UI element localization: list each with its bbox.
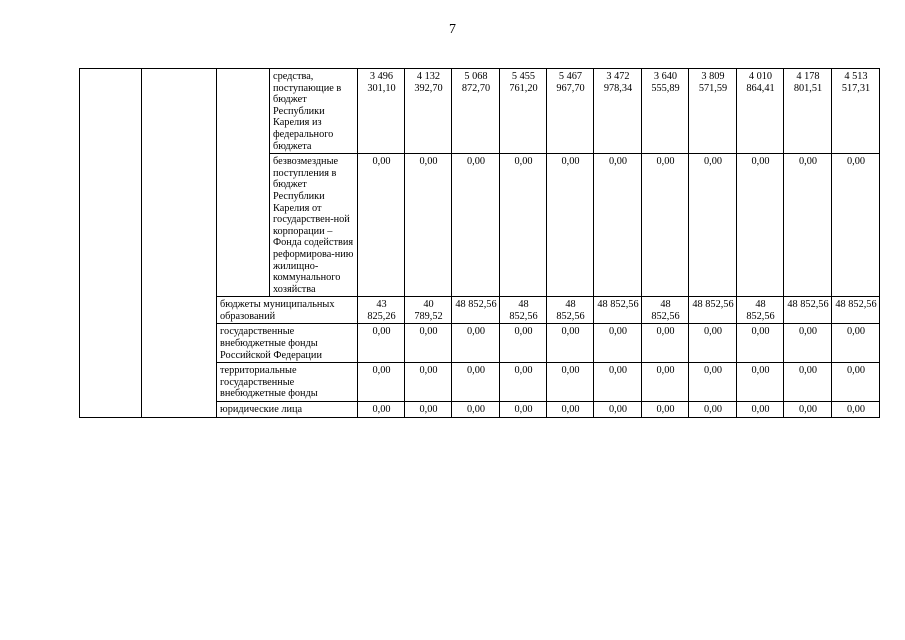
value-cell: 0,00 (689, 363, 737, 402)
table-row (80, 69, 880, 154)
value-cell: 0,00 (737, 363, 784, 402)
value-cell: 0,00 (405, 324, 452, 363)
value-cell: 48 852,56 (642, 297, 689, 324)
value-cell: 0,00 (689, 154, 737, 297)
value-cell: 0,00 (832, 324, 880, 363)
value-cell: 0,00 (452, 402, 500, 418)
merged-empty-cell (142, 69, 217, 418)
value-cell: 0,00 (737, 154, 784, 297)
value-cell: 48 852,56 (689, 297, 737, 324)
value-cell: 0,00 (405, 363, 452, 402)
value-cell: 0,00 (642, 324, 689, 363)
value-cell: 48 852,56 (784, 297, 832, 324)
value-cell: 0,00 (452, 154, 500, 297)
value-cell: 0,00 (500, 402, 547, 418)
value-cell: 0,00 (594, 324, 642, 363)
budget-funding-table (79, 68, 880, 418)
value-cell: 0,00 (547, 154, 594, 297)
value-cell: 0,00 (405, 154, 452, 297)
value-cell: 0,00 (358, 324, 405, 363)
value-cell: 0,00 (452, 324, 500, 363)
value-cell: 48 852,56 (737, 297, 784, 324)
value-cell: 5 467 967,70 (547, 69, 594, 154)
value-cell: 0,00 (737, 402, 784, 418)
value-cell: 0,00 (547, 402, 594, 418)
value-cell: 0,00 (500, 363, 547, 402)
row-label: бюджеты муниципальных образований (217, 297, 358, 324)
value-cell: 0,00 (642, 402, 689, 418)
value-cell: 4 178 801,51 (784, 69, 832, 154)
value-cell: 48 852,56 (832, 297, 880, 324)
value-cell: 0,00 (832, 402, 880, 418)
value-cell: 0,00 (405, 402, 452, 418)
row-label: государственные внебюджетные фонды Российской Федерации (217, 324, 358, 363)
value-cell: 4 010 864,41 (737, 69, 784, 154)
value-cell: 0,00 (737, 324, 784, 363)
value-cell: 0,00 (832, 154, 880, 297)
value-cell: 3 809 571,59 (689, 69, 737, 154)
value-cell: 5 455 761,20 (500, 69, 547, 154)
value-cell: 0,00 (547, 324, 594, 363)
value-cell: 0,00 (784, 324, 832, 363)
value-cell: 0,00 (594, 402, 642, 418)
merged-empty-cell (217, 69, 270, 297)
value-cell: 0,00 (500, 324, 547, 363)
value-cell: 48 852,56 (547, 297, 594, 324)
value-cell: 0,00 (358, 363, 405, 402)
value-cell: 48 852,56 (452, 297, 500, 324)
value-cell: 3 496 301,10 (358, 69, 405, 154)
value-cell: 0,00 (784, 363, 832, 402)
value-cell: 0,00 (689, 402, 737, 418)
row-label: юридические лица (217, 402, 358, 418)
value-cell: 0,00 (832, 363, 880, 402)
value-cell: 0,00 (358, 154, 405, 297)
value-cell: 0,00 (642, 154, 689, 297)
value-cell: 4 132 392,70 (405, 69, 452, 154)
value-cell: 0,00 (689, 324, 737, 363)
row-label: средства, поступающие в бюджет Республики Карелия из федерального бюджета (270, 69, 358, 154)
value-cell: 3 640 555,89 (642, 69, 689, 154)
value-cell: 48 852,56 (594, 297, 642, 324)
merged-empty-cell (80, 69, 142, 418)
value-cell: 0,00 (594, 154, 642, 297)
row-label: безвозмездные поступления в бюджет Республики Карелия от государствен-ной корпорации – Фонда содействия реформирова-нию жилищно-коммунального хозяйства (270, 154, 358, 297)
row-label: территориальные государственные внебюджетные фонды (217, 363, 358, 402)
value-cell: 0,00 (784, 154, 832, 297)
value-cell: 48 852,56 (500, 297, 547, 324)
page-number: 7 (449, 22, 456, 37)
value-cell: 5 068 872,70 (452, 69, 500, 154)
value-cell: 0,00 (547, 363, 594, 402)
value-cell: 0,00 (784, 402, 832, 418)
value-cell: 43 825,26 (358, 297, 405, 324)
value-cell: 0,00 (594, 363, 642, 402)
value-cell: 0,00 (642, 363, 689, 402)
value-cell: 4 513 517,31 (832, 69, 880, 154)
value-cell: 0,00 (358, 402, 405, 418)
value-cell: 40 789,52 (405, 297, 452, 324)
value-cell: 0,00 (500, 154, 547, 297)
value-cell: 3 472 978,34 (594, 69, 642, 154)
value-cell: 0,00 (452, 363, 500, 402)
